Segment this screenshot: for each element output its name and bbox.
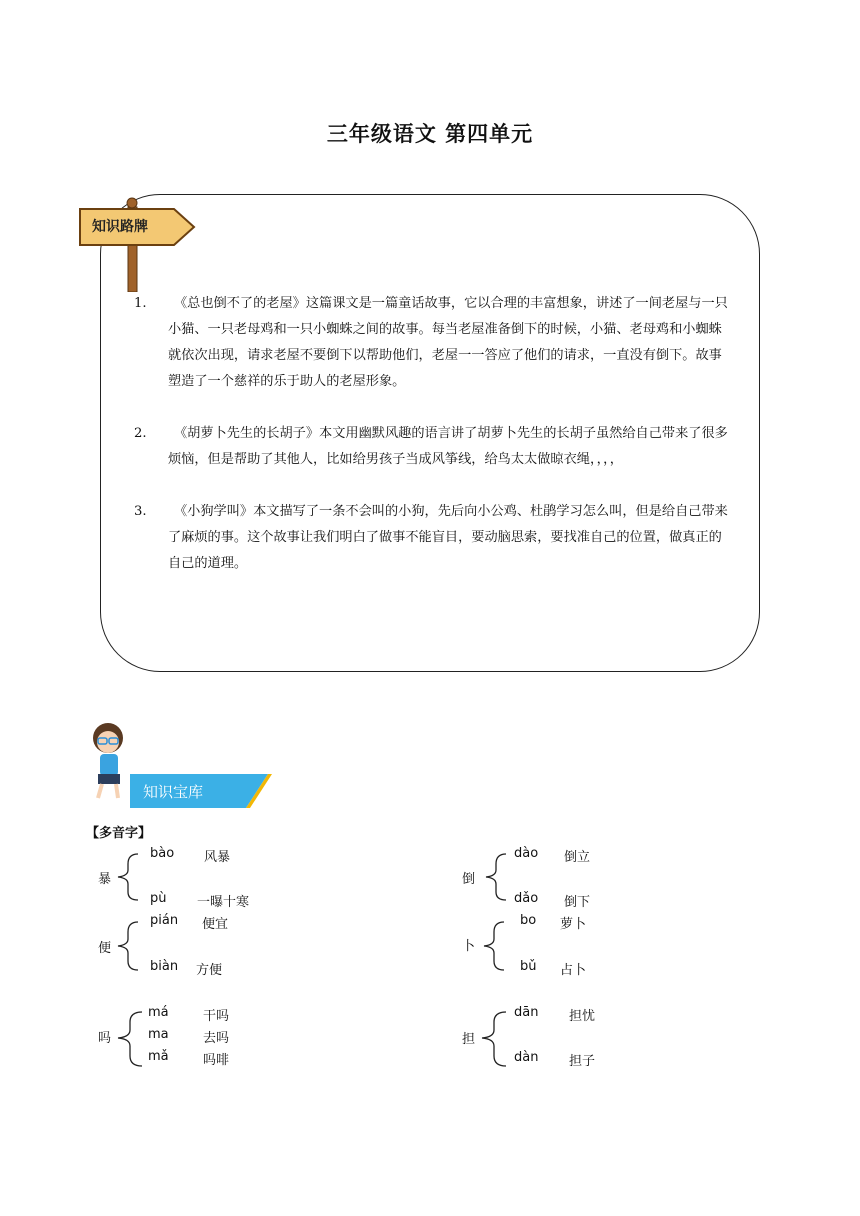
polyphone-char: 担 <box>462 1032 476 1047</box>
list-item <box>134 499 732 577</box>
word: 担忧 <box>569 1009 596 1024</box>
polyphone-char: 暴 <box>98 872 112 887</box>
item-number: 2. <box>134 426 147 441</box>
signpost-label: 知识路牌 <box>92 219 148 235</box>
pinyin: má <box>148 1005 169 1020</box>
pinyin: pù <box>150 891 167 906</box>
summary-list <box>134 291 732 603</box>
word: 一曝十寒 <box>197 895 250 910</box>
pinyin: pián <box>150 913 179 928</box>
signpost-icon <box>78 197 196 292</box>
brace-icon <box>478 920 508 972</box>
polyphone-char: 倒 <box>462 872 476 887</box>
word: 便宜 <box>202 917 229 932</box>
word: 吗啡 <box>203 1053 230 1068</box>
pinyin: dān <box>514 1005 539 1020</box>
list-item <box>134 291 732 395</box>
word: 倒下 <box>564 895 591 910</box>
word: 占卜 <box>560 963 587 978</box>
item-text: 《小狗学叫》本文描写了一条不会叫的小狗，先后向小公鸡、杜鹃学习怎么叫，但是给自己带来了麻烦的事。这个故事让我们明白了做事不能盲目，要动脑思索，要找准自己的位置，做真正的自己的道理。 <box>168 504 728 571</box>
polyphone-char: 卜 <box>462 939 476 954</box>
polyphone-char: 便 <box>98 941 112 956</box>
pinyin: bo <box>520 913 537 928</box>
word: 去吗 <box>203 1031 230 1046</box>
polyphone-char: 吗 <box>98 1031 112 1046</box>
brace-icon <box>112 852 142 902</box>
brace-icon <box>480 852 510 902</box>
word: 萝卜 <box>560 917 587 932</box>
item-number: 3. <box>134 504 147 519</box>
pinyin: biàn <box>150 959 179 974</box>
brace-icon <box>476 1008 506 1068</box>
item-number: 1. <box>134 296 147 311</box>
item-text: 《总也倒不了的老屋》这篇课文是一篇童话故事，它以合理的丰富想象，讲述了一间老屋与一只小猫、一只老母鸡和一只小蜘蛛之间的故事。每当老屋准备倒下的时候，小猫、老母鸡和小蜘蛛就依次出现，请求老屋不要倒下以帮助他们，老屋一一答应了他们的请求，一直没有倒下。故事塑造了一个慈祥的乐于助人的老屋形象。 <box>168 296 728 389</box>
pinyin: bào <box>150 846 175 861</box>
word: 方便 <box>196 963 223 978</box>
knowledge-label: 知识宝库 <box>143 783 204 801</box>
pinyin: dàn <box>514 1050 539 1065</box>
polyphone-heading: 【多音字】 <box>86 826 152 841</box>
pinyin: dào <box>514 846 539 861</box>
word: 倒立 <box>564 850 591 865</box>
pinyin: mǎ <box>148 1049 169 1064</box>
pinyin: dǎo <box>514 891 539 906</box>
word: 担子 <box>569 1054 596 1069</box>
pinyin: ma <box>148 1027 169 1042</box>
brace-icon <box>112 1008 142 1068</box>
word: 风暴 <box>204 850 231 865</box>
pinyin: bǔ <box>520 959 537 974</box>
page-title: 三年级语文 第四单元 <box>326 122 534 146</box>
item-text: 《胡萝卜先生的长胡子》本文用幽默风趣的语言讲了胡萝卜先生的长胡子虽然给自己带来了很多烦恼，但是帮助了其他人，比如给男孩子当成风筝线，给鸟太太做晾衣绳，，，， <box>168 426 728 467</box>
word: 干吗 <box>203 1009 230 1024</box>
list-item <box>134 421 732 473</box>
brace-icon <box>112 920 142 972</box>
